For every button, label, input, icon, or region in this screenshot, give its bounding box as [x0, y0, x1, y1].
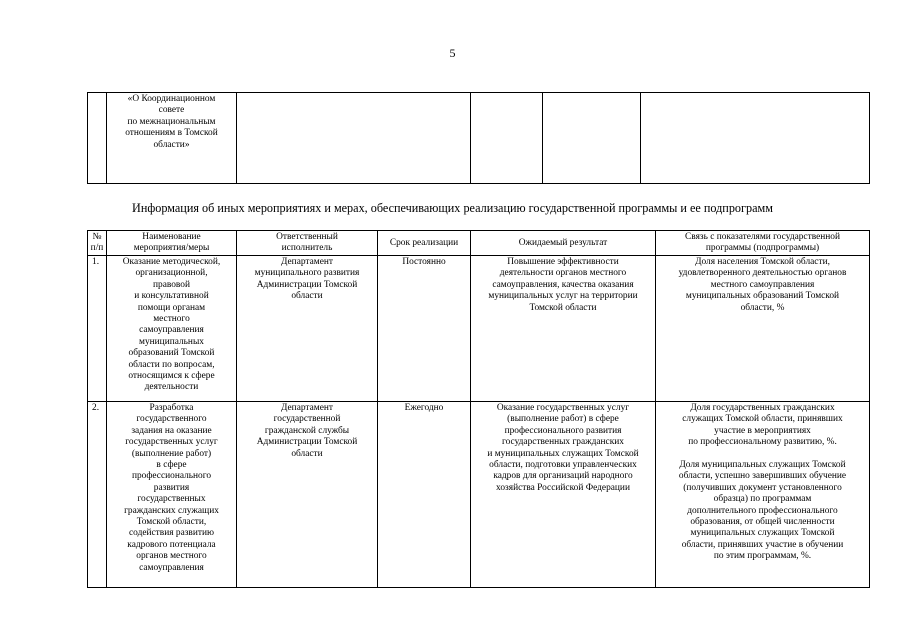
expected-result: Повышение эффективности деятельности органов местного самоуправления, качества оказания муниципальных услуг на территории Томской области — [471, 256, 656, 402]
table-cell: «О Координационном совете по межнациональным отношениям в Томской области» — [107, 93, 237, 184]
table-cell — [641, 93, 870, 184]
implementation-term: Постоянно — [378, 256, 471, 402]
table-cell — [88, 93, 107, 184]
implementation-term: Ежегодно — [378, 402, 471, 588]
table-cell — [543, 93, 641, 184]
table-row — [88, 256, 870, 402]
measures-table — [87, 230, 870, 588]
measure-name: Оказание методической, организационной, правовой и консультативной помощи органам местного самоуправления муниципальных образований Томской области по вопросам, относящимся к сфере деятельности — [107, 256, 237, 402]
table-row — [88, 402, 870, 588]
column-header: Ответственный исполнитель — [237, 231, 378, 256]
responsible-executor: Департамент государственной гражданской службы Администрации Томской области — [237, 402, 378, 588]
program-indicator-link: Доля государственных гражданских служащих Томской области, принявших участие в мероприятиях по профессиональному развитию, %. Доля муниципальных служащих Томской области, успешно завершивших обучение (получивших документ установленного образца) по программам дополнительного профессионального образования, от общей численности муниципальных служащих Томской области, принявших участие в обучении по этим программам, %. — [656, 402, 870, 588]
column-header: Связь с показателями государственной программы (подпрограммы) — [656, 231, 870, 256]
table-cell — [237, 93, 471, 184]
column-header: Ожидаемый результат — [471, 231, 656, 256]
program-indicator-link: Доля населения Томской области, удовлетворенного деятельностью органов местного самоуправления муниципальных образований Томской области, % — [656, 256, 870, 402]
table-cell — [471, 93, 543, 184]
column-header: № п/п — [88, 231, 107, 256]
continuation-table — [87, 92, 870, 184]
row-number: 1. — [88, 256, 107, 402]
page-number: 5 — [449, 46, 456, 60]
responsible-executor: Департамент муниципального развития Администрации Томской области — [237, 256, 378, 402]
table-row — [88, 93, 870, 184]
section-heading: Информация об иных мероприятиях и мерах, обеспечивающих реализацию государственной программы и ее подпрограмм — [132, 201, 773, 215]
expected-result: Оказание государственных услуг (выполнение работ) в сфере профессионального развития государственных гражданских и муниципальных служащих Томской области, подготовки управленческих кадров для организаций народного хозяйства Российской Федерации — [471, 402, 656, 588]
measure-name: Разработка государственного задания на оказание государственных услуг (выполнение работ) в сфере профессионального развития государственных гражданских служащих Томской области, содействия развитию кадрового потенциала органов местного самоуправления — [107, 402, 237, 588]
table-header-row — [88, 231, 870, 256]
column-header: Срок реализации — [378, 231, 471, 256]
row-number: 2. — [88, 402, 107, 588]
column-header: Наименование мероприятия/меры — [107, 231, 237, 256]
